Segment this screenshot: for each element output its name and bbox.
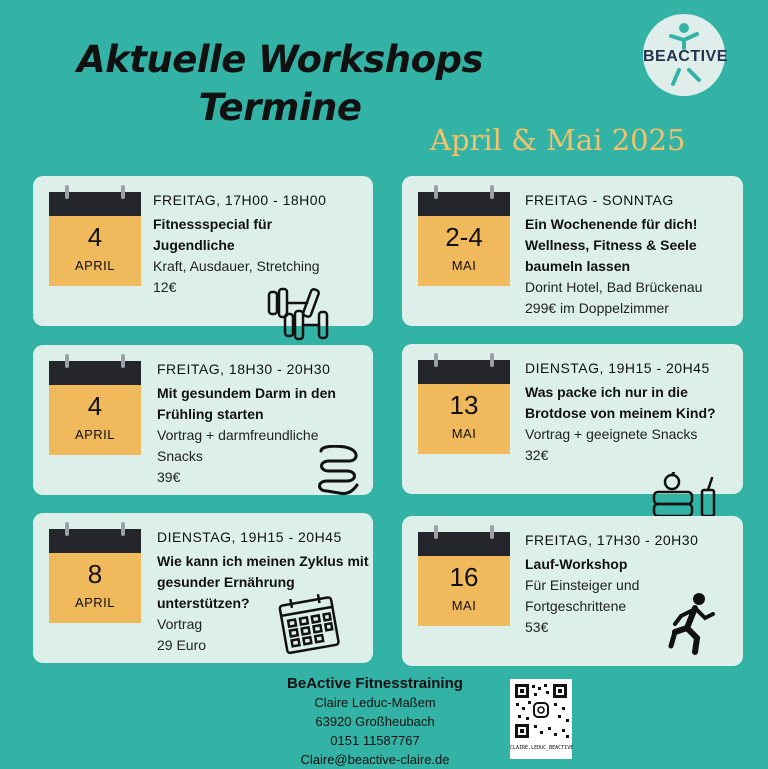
event-description: Für Einsteiger und Fortgeschrittene — [525, 577, 640, 614]
qr-label: CLAIRE.LEDUC_BEACTIVE — [510, 745, 574, 751]
calendar-icon — [277, 593, 343, 655]
event-time: FREITAG, 18H30 - 20H30 — [157, 361, 331, 377]
event-price: 32€ — [525, 447, 549, 463]
event-month: APRIL — [74, 258, 116, 273]
workshop-card-4 — [402, 344, 743, 494]
contact-city: 63920 Großheubach — [315, 714, 435, 729]
event-day: 13 — [449, 390, 479, 420]
event-day: 16 — [449, 562, 479, 592]
date-range-subtitle: April & Mai 2025 — [430, 123, 686, 157]
contact-footer — [250, 675, 500, 769]
event-title: Ein Wochenende für dich! Wellness, Fitness & Seele baumeln lassen — [525, 216, 698, 274]
event-description: Dorint Hotel, Bad Brückenau — [525, 279, 703, 295]
beactive-logo — [643, 14, 728, 96]
calendar-badge — [418, 360, 510, 454]
event-month: MAI — [451, 598, 477, 613]
event-month: MAI — [451, 426, 477, 441]
workshop-card-1 — [33, 176, 373, 326]
event-day: 4 — [87, 222, 103, 252]
contact-name: Claire Leduc-Maßem — [314, 695, 436, 710]
event-description: Kraft, Ausdauer, Stretching — [153, 258, 320, 274]
event-time: FREITAG, 17H00 - 18H00 — [153, 192, 327, 208]
calendar-badge — [49, 529, 141, 623]
runner-icon — [667, 592, 717, 658]
dumbbell-icon — [263, 284, 333, 344]
calendar-badge — [49, 361, 141, 455]
contact-email[interactable]: Claire@beactive-claire.de — [300, 752, 450, 767]
lunchbox-icon — [650, 472, 722, 522]
workshop-card-6 — [402, 516, 743, 666]
event-description: Vortrag + geeignete Snacks — [525, 426, 698, 442]
event-month: APRIL — [74, 595, 116, 610]
workshop-card-2 — [402, 176, 743, 326]
event-day: 8 — [87, 559, 103, 589]
event-price: 299€ im Doppelzimmer — [525, 300, 669, 316]
page-title: Aktuelle Workshops — [76, 38, 484, 81]
contact-phone: 0151 11587767 — [330, 733, 420, 748]
workshop-card-5 — [33, 513, 373, 663]
event-title: Fitnessspecial für Jugendliche — [153, 216, 273, 253]
workshop-card-3 — [33, 345, 373, 495]
event-price: 29 Euro — [157, 637, 207, 653]
event-description: Vortrag — [157, 616, 203, 632]
event-day: 4 — [87, 391, 103, 421]
event-price: 53€ — [525, 619, 549, 635]
event-title: Was packe ich nur in die Brotdose von meinem Kind? — [525, 384, 716, 421]
qr-code[interactable] — [510, 679, 572, 759]
event-description: Vortrag + darmfreundliche Snacks — [157, 427, 319, 464]
event-time: FREITAG - SONNTAG — [525, 192, 674, 208]
event-title: Mit gesundem Darm in den Frühling starten — [157, 385, 336, 422]
event-price: 39€ — [157, 469, 181, 485]
event-month: APRIL — [74, 427, 116, 442]
calendar-badge — [418, 192, 510, 286]
event-day: 2-4 — [445, 222, 483, 252]
event-title: Lauf-Workshop — [525, 556, 628, 572]
qr-code-icon — [510, 679, 572, 743]
logo-text: BEACTIVE — [643, 48, 728, 65]
event-month: MAI — [451, 258, 477, 273]
event-time: FREITAG, 17H30 - 20H30 — [525, 532, 699, 548]
calendar-badge — [418, 532, 510, 626]
event-title: Wie kann ich meinen Zyklus mit gesunder Ernährung unterstützen? — [157, 553, 369, 611]
event-price: 12€ — [153, 279, 177, 295]
intestine-icon — [313, 445, 363, 501]
calendar-badge — [49, 192, 141, 286]
company-name: BeActive Fitnesstraining — [287, 675, 463, 692]
page-title-line2: Termine — [198, 86, 362, 129]
event-time: DIENSTAG, 19H15 - 20H45 — [157, 529, 342, 545]
event-time: DIENSTAG, 19H15 - 20H45 — [525, 360, 710, 376]
